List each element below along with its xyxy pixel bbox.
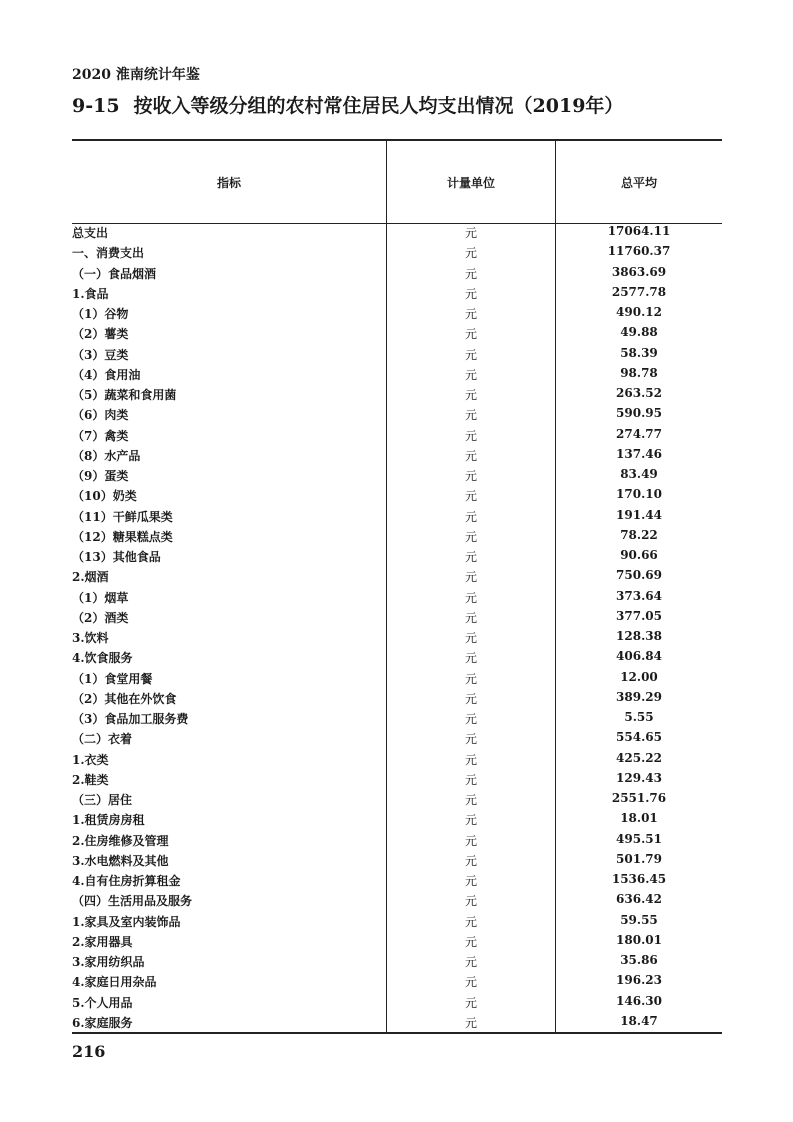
table-row [72, 869, 722, 889]
row-value: 78.22 [620, 527, 658, 542]
table-row [72, 910, 722, 930]
row-value: 191.44 [616, 507, 662, 522]
row-value: 146.30 [616, 993, 662, 1008]
table-number: 9-15 [72, 95, 120, 117]
table-row [72, 383, 722, 403]
table-row [72, 646, 722, 666]
table-row [72, 626, 722, 646]
table-row [72, 484, 722, 504]
row-value: 274.77 [616, 426, 662, 441]
row-unit: 元 [464, 246, 477, 261]
row-value: 180.01 [616, 932, 662, 947]
table-row [72, 525, 722, 545]
row-label: （5）蔬菜和食用菌 [72, 388, 177, 402]
row-unit: 元 [464, 266, 477, 281]
row-label: （一）食品烟酒 [72, 266, 157, 281]
row-label: 4.家庭日用杂品 [72, 975, 157, 990]
row-value: 373.64 [616, 588, 662, 603]
table-row [72, 748, 722, 768]
table-row [72, 363, 722, 383]
row-unit: 元 [464, 752, 477, 767]
row-label: （4）食用油 [72, 367, 141, 382]
row-value: 554.65 [616, 730, 662, 745]
row-value: 49.88 [620, 325, 658, 340]
row-value: 3863.69 [611, 264, 667, 279]
row-value: 98.78 [620, 365, 658, 380]
row-label: （7）禽类 [72, 428, 129, 443]
table-title-text: 按收入等级分组的农村常住居民人均支出情况（2019年） [133, 95, 624, 117]
row-label: 3.饮料 [72, 631, 109, 645]
table-row [72, 768, 722, 788]
table-row [72, 1011, 722, 1031]
row-value: 2577.78 [611, 284, 667, 299]
row-value: 129.43 [616, 770, 662, 785]
table-bottom-rule [72, 1032, 722, 1034]
table-body [72, 221, 722, 1031]
row-unit: 元 [464, 813, 477, 828]
table-row [72, 322, 722, 342]
row-unit: 元 [464, 529, 477, 544]
table-row [72, 808, 722, 828]
table-row [72, 667, 722, 687]
row-value: 495.51 [616, 831, 662, 846]
row-label: 3.水电燃料及其他 [72, 853, 169, 868]
row-unit: 元 [464, 772, 477, 787]
row-unit: 元 [464, 793, 477, 807]
table-row [72, 241, 722, 261]
row-unit: 元 [464, 975, 477, 990]
table-row [72, 829, 722, 849]
table-row [72, 727, 722, 747]
row-unit: 元 [464, 691, 477, 706]
table-row [72, 889, 722, 909]
row-unit: 元 [464, 388, 477, 402]
row-label: 4.自有住房折算租金 [72, 874, 181, 888]
table-row [72, 282, 722, 302]
table-row [72, 687, 722, 707]
row-unit: 元 [464, 448, 477, 463]
row-label: 3.家用纺织品 [72, 955, 145, 969]
row-label: （2）酒类 [72, 610, 129, 625]
row-unit: 元 [464, 671, 477, 686]
row-unit: 元 [464, 914, 477, 929]
row-label: 6.家庭服务 [72, 1015, 133, 1030]
row-unit: 元 [464, 833, 477, 848]
row-unit: 元 [464, 631, 477, 645]
page-number: 216 [72, 1042, 106, 1061]
row-unit: 元 [464, 489, 477, 504]
row-value: 59.55 [620, 912, 658, 927]
row-unit: 元 [464, 995, 477, 1010]
row-label: （2）其他在外饮食 [72, 691, 177, 706]
table-top-rule [72, 139, 722, 141]
row-unit: 元 [464, 307, 477, 321]
row-unit: 元 [464, 712, 477, 726]
row-label: （2）薯类 [72, 327, 129, 342]
row-value: 128.38 [616, 629, 662, 643]
row-value: 501.79 [616, 851, 662, 866]
table-row [72, 950, 722, 970]
row-label: （10）奶类 [72, 489, 137, 504]
row-unit: 元 [464, 651, 477, 666]
row-label: （1）谷物 [72, 307, 129, 321]
row-value: 389.29 [616, 689, 662, 704]
row-unit: 元 [464, 874, 477, 888]
row-label: 1.食品 [72, 286, 109, 301]
row-label: （9）蛋类 [72, 469, 129, 483]
column-header-unit: 计量单位 [446, 176, 495, 190]
row-label: （1）烟草 [72, 590, 129, 605]
row-value: 90.66 [620, 548, 658, 562]
row-label: （3）豆类 [72, 347, 129, 362]
row-value: 425.22 [616, 750, 662, 765]
row-value: 12.00 [620, 669, 658, 684]
table-row [72, 262, 722, 282]
row-value: 137.46 [616, 446, 662, 461]
row-unit: 元 [464, 894, 477, 909]
row-value: 17064.11 [607, 224, 671, 238]
row-label: （二）衣着 [72, 732, 133, 747]
row-unit: 元 [464, 1015, 477, 1030]
row-value: 490.12 [616, 305, 662, 319]
row-value: 196.23 [616, 973, 662, 988]
table-row [72, 505, 722, 525]
row-value: 83.49 [620, 467, 658, 481]
table-row [72, 545, 722, 565]
row-label: 1.家具及室内装饰品 [72, 914, 181, 929]
row-value: 636.42 [616, 892, 662, 907]
row-label: 总支出 [72, 226, 109, 240]
table-row [72, 606, 722, 626]
row-label: 5.个人用品 [72, 995, 133, 1010]
row-value: 406.84 [616, 649, 662, 664]
row-unit: 元 [464, 934, 477, 949]
row-value: 58.39 [620, 345, 658, 360]
table-row [72, 444, 722, 464]
row-unit: 元 [464, 610, 477, 625]
row-label: （1）食堂用餐 [72, 671, 153, 686]
row-label: 2.住房维修及管理 [72, 833, 169, 848]
table-title [72, 91, 623, 118]
row-unit: 元 [464, 509, 477, 524]
row-value: 5.55 [624, 710, 654, 724]
row-label: 一、消费支出 [72, 246, 145, 261]
row-label: 1.租赁房房租 [72, 813, 145, 828]
row-label: （三）居住 [72, 793, 133, 807]
row-value: 18.47 [620, 1013, 658, 1028]
table-row [72, 970, 722, 990]
row-value: 590.95 [616, 406, 662, 421]
row-unit: 元 [464, 226, 477, 240]
row-unit: 元 [464, 367, 477, 382]
table-row [72, 849, 722, 869]
row-unit: 元 [464, 347, 477, 362]
row-unit: 元 [464, 955, 477, 969]
row-unit: 元 [464, 853, 477, 868]
row-label: （四）生活用品及服务 [72, 894, 193, 909]
row-value: 35.86 [620, 953, 658, 967]
row-unit: 元 [464, 408, 477, 423]
row-unit: 元 [464, 590, 477, 605]
running-head: 2020 淮南统计年鉴 [72, 67, 200, 83]
row-unit: 元 [464, 286, 477, 301]
table-row [72, 991, 722, 1011]
row-unit: 元 [464, 469, 477, 483]
table-row [72, 424, 722, 444]
column-header-average: 总平均 [620, 176, 657, 190]
row-unit: 元 [464, 570, 477, 585]
row-label: （12）糖果糕点类 [72, 529, 173, 544]
row-label: 4.饮食服务 [72, 651, 133, 666]
table-row [72, 302, 722, 322]
row-unit: 元 [464, 732, 477, 747]
table-row [72, 788, 722, 808]
row-value: 263.52 [616, 386, 662, 400]
table-row [72, 403, 722, 423]
column-header-indicator: 指标 [216, 176, 241, 190]
row-value: 18.01 [620, 811, 658, 826]
row-label: 2.烟酒 [72, 570, 109, 585]
table-row [72, 930, 722, 950]
row-unit: 元 [464, 550, 477, 564]
row-unit: 元 [464, 327, 477, 342]
table-row [72, 586, 722, 606]
table-row [72, 221, 722, 241]
row-label: （11）干鲜瓜果类 [72, 509, 173, 524]
row-label: （8）水产品 [72, 448, 141, 463]
row-value: 377.05 [616, 608, 662, 623]
table-row [72, 464, 722, 484]
row-unit: 元 [464, 428, 477, 443]
row-value: 11760.37 [607, 244, 671, 259]
row-value: 1536.45 [611, 872, 667, 886]
row-label: （3）食品加工服务费 [72, 712, 189, 726]
row-value: 170.10 [616, 487, 662, 502]
row-label: （6）肉类 [72, 408, 129, 423]
row-value: 2551.76 [611, 791, 667, 805]
table-row [72, 565, 722, 585]
row-label: （13）其他食品 [72, 550, 161, 564]
row-label: 2.家用器具 [72, 934, 133, 949]
row-value: 750.69 [616, 568, 662, 583]
table-row [72, 707, 722, 727]
row-label: 2.鞋类 [72, 772, 109, 787]
row-label: 1.衣类 [72, 752, 109, 767]
table-row [72, 343, 722, 363]
